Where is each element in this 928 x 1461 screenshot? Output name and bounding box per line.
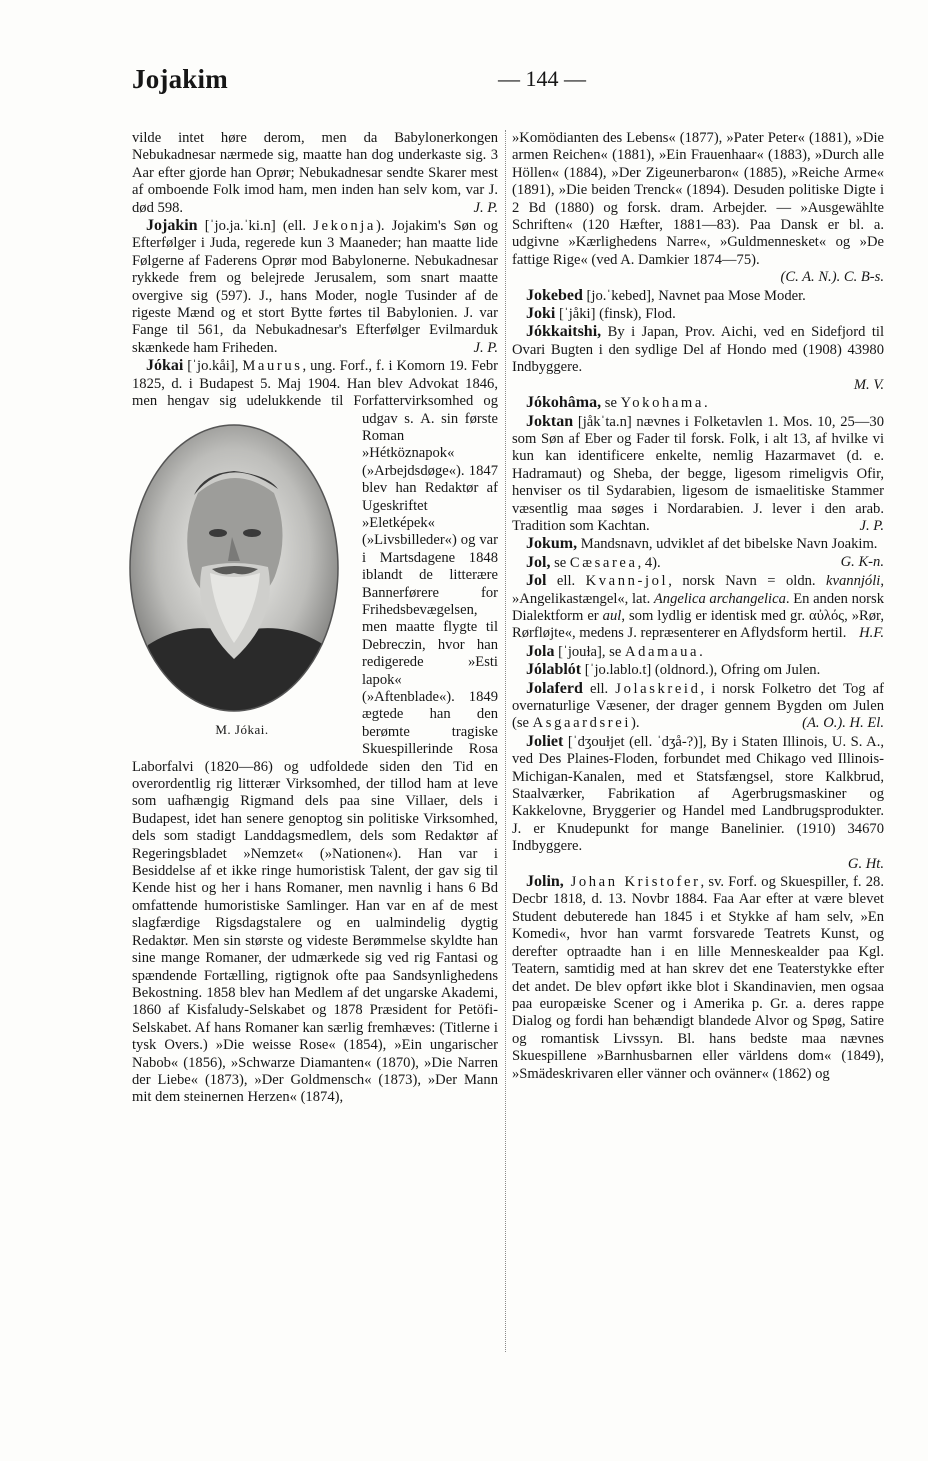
- entry-jola: Jola [ˈjouɫa], se Adamaua.: [526, 642, 703, 660]
- entry-jolin: Jolin, Johan Kristofer, sv. Forf. og Skuespiller, f. 28. Decbr 1818, d. 13. Novbr 1884. Faa Aar efter at være blevet Student debuterede han 1845 i et Stykke af ham selv, »En Komedi«, hvor han varmt forsvarede Teatrets Kunst, og derefter optraadte han i en lille Menneskealder paa Kgl. Teatern, samtidig med at han skrev det ene Teaterstykke efter det andet. De blev opført ikke blot i Skandinavien, men ogsaa paa europæiske Scener og i Amerika p. Gr. a. deres rappe Dialog og fordi han behændigt blandede Alvor og Spøg, Satire og romantisk Livssyn. Bl. hans bedste maa nævnes Skuespillene »Barnhusbarnen eller världens dom« (1849), »Smädeskrivaren eller vänner och ovänner« (1862) og: [512, 873, 884, 1082]
- entry-jojakin: Jojakin [ˈjo.ja.ˈki.n] (ell. Jekonja). Jojakim's Søn og Efterfølger i Juda, regerede kun 3 Maaneder; han maatte lide Følgerne af Faderens Oprør mod Babylonerne. Nebukadnesar rykkede frem og belejrede Jerusalem, som snart maatte overgive sig (597). J., hans Moder, nogle Tusinder af de rigeste Mænd og et stort Bytte førtes til Babylonien. J. var Fange til 561, da Nebukadnesar's Efterfølger Evilmarduk skænkede ham Friheden. J. P.: [132, 217, 498, 356]
- headword: Jolin,: [526, 873, 564, 891]
- page-number: — 144 —: [498, 66, 586, 91]
- entry-jol-2: Jol ell. Kvann-jol, norsk Navn = oldn. kvannjóli, »Angelikastængel«, lat. Angelica archangelica. En anden norsk Dialektform er aul, som lydlig er identisk med gr. αὐλός, »Rør, Rørfløjte«, medens J. repræsenterer en Aflydsform hertil. H.F.: [512, 572, 884, 642]
- headword: Jojakin: [146, 217, 198, 235]
- page-header: [132, 64, 884, 104]
- entry-jolablot: Jólablót [ˈjo.lablo.t] (oldnord.), Ofring om Julen.: [526, 661, 821, 679]
- signature: (A. O.). H. El.: [802, 715, 884, 732]
- entry-jokebed: Jokebed [jo.ˈkebed], Navnet paa Mose Moder.: [526, 286, 806, 304]
- signature: G. K-n.: [840, 553, 884, 570]
- signature: (C. A. N.). C. B-s.: [780, 269, 884, 286]
- signature: M. V.: [853, 376, 884, 393]
- signature: G. Ht.: [847, 855, 884, 872]
- signature: J. P.: [473, 339, 498, 356]
- entry-joktan: Joktan [jåkˈta.n] nævnes i Folketavlen 1. Mos. 10, 25—30 som Søn af Eber og Fader til forsk. Folk, i alt 13, af hvilke vi kun kan identificere enkelte, nemlig Hazarmavet (d. e. Hadramaut) og Sheba, der begge, ligesom rimeligvis Ofir, henviser os til Sydarabien, ligesom de ismaelitiske Stammer væsentlig maa søges i Nordarabien. J. lever i den arab. Tradition som Kachtan. J. P.: [512, 412, 884, 534]
- headword: Jólablót: [526, 661, 582, 679]
- headword: Jókai: [146, 357, 184, 375]
- signature: J. P.: [473, 199, 498, 216]
- headword: Jókohâma,: [526, 394, 602, 412]
- entry-jokum: Jokum, Mandsnavn, udviklet af det bibelske Navn Joakim. G. K-n.: [526, 535, 884, 570]
- headword: Joki: [526, 305, 556, 323]
- headword: Jol,: [526, 553, 551, 571]
- portrait-engraving-icon: [128, 423, 340, 713]
- entry-joliet: Joliet [ˈdʒouɫjet (ell. ˈdʒå-?)], By i Staten Illinois, U. S. A., ved Des Plaines-Floden, forbundet med Chikago ved Illinois-Michigan-Kanalen, med et Statsfængsel, store Kalkbrud, Staalværker, Fabrikation af Agerbrugsmaskiner og Kakkelovne, Bryggerier og Handel med Landbrugsprodukter. J. er Knudepunkt for mange Banelinier. (1910) 34670 Indbyggere. G. Ht.: [512, 732, 884, 872]
- entry-jokai-continuation: »Komödianten des Lebens« (1877), »Pater Peter« (1881), »Die armen Reichen« (1881), »Ein Frauenhaar« (1883), »Durch alle Höllen« (1884), »Der Zigeunerbaron« (1885), »Reiche Arme« (1891), »Die beiden Trenck« (1894). Desuden politiske Digte i 2 Bd (1880) og forsk. dram. Arbejder. — »Ausgewählte Schriften« (120 Hæfter, 1881—83). Paa Dansk er bl. a. udgivne »Kærlighedens Narre«, »Guldmennesket« og »De fattige Rige« (ved A. Damkier 1874—75). (C. A. N.). C. B-s.: [512, 130, 884, 286]
- headword: Jol: [526, 572, 547, 590]
- entry-jojakim-continuation: vilde intet høre derom, men da Babylonerkongen Nebukadnesar nærmede sig, maatte han dog underkaste sig. 3 Aar efter gjorde han Oprør; Nebukadnesar sendte Skarer mest af omboende Folk imod ham, men inden han selv kom, var J. død 598. J. P.: [132, 130, 498, 216]
- headword: Joktan: [526, 412, 574, 430]
- entry-jolaferd: Jolaferd ell. Jolaskreid, i norsk Folketro det Tog af overnaturlige Væsener, der drager gennem Bygden om Julen (se Asgaardsrei). (A. O.). H. El.: [512, 679, 884, 732]
- headword: Joliet: [526, 732, 564, 750]
- headword: Jolaferd: [526, 679, 583, 697]
- signature: H.F.: [859, 625, 884, 642]
- entry-jol-1: Jol, se Cæsarea, 4).: [526, 553, 661, 571]
- entry-joki: Joki [ˈjåki] (finsk), Flod.: [526, 305, 676, 323]
- column-divider: [505, 130, 507, 1352]
- portrait-caption: M. Jókai.: [215, 721, 269, 737]
- entry-jokohama: Jókohâma, se Yokohama.: [526, 394, 708, 412]
- left-column: [132, 130, 498, 1107]
- entry-jokkaitshi: Jókkaitshi, By i Japan, Prov. Aichi, ved en Sidefjord til Ovari Bugten i den sydlige Del af Hondo med (1908) 43980 Indbyggere. M. V.: [512, 323, 884, 393]
- signature: J. P.: [859, 517, 884, 534]
- headword: Jokum,: [526, 535, 578, 553]
- headword: Jokebed: [526, 286, 583, 304]
- entry-jokai: Jókai [ˈjo.kåi], Maurus, ung. Forf., f. i Komorn 19. Febr 1825, d. i Budapest 5. Maj 1904. Han blev Advokat 1846, men hengav sig udelukkende til Forfattervirksomhed og udgav s. M. Jókai. A. sin første Roman »Hétköznapok« (»Arbejdsdøge«). 1847 blev han Redaktør af Ugeskriftet »Eletképek« (»Livsbilleder«) og var i Martsdagene 1848 iblandt de litterære Bannerførere for Frihedsbevægelsen, men maatte flygte til Debreczin, hvor han redigerede »Esti lapok« (»Aftenblade«). 1849 ægtede han den berømte tragiske Skuespillerinde Rosa Laborfalvi (1820—86) og udfoldede siden den Tid en overordentlig rig litterær Virksomhed, der tillod ham at leve som uafhængig Rigmand dels paa sine Villaer, dels i Budapest, idet han senere genoptog sin politiske Virksomhed, dels som stadigt Landdagsmedlem, dels som Redaktør af Regeringsbladet »Nemzet« (»Nationen«). Han var i Besiddelse af et ikke ringe humoristisk Talent, der gav sig til Kende hist og her i hans Romaner, men navnlig i hans 6 Bd omfattende humoristiske Samlinger. Han var en af de mest slagfærdige Rigsdagstalere og en ualmindelig dygtig Redaktør. Men sin største og videste Berømmelse skyldte han sine mange Romaner, der udmærkede sig ved rig Fantasi og spændende Fortælling, rigtignok ofte paa Sandsynlighedens Bekostning. 1858 blev han Medlem af det ungarske Akademi, 1860 af Kisfaludy-Selskabet og 1878 Præsident for Petöfi-Selskabet. Af hans Romaner kan særlig fremhæves: (Titlerne i tysk Overs.) »Die weisse Rose« (1854), »Ein ungarischer Nabob« (1856), »Schwarze Diamanten« (1870), »Die Narren der Liebe« (1873), »Der Goldmensch« (1873), »Der Mann mit dem steinernen Herzen« (1874),: [132, 357, 498, 1106]
- running-headword: Jojakim: [132, 64, 228, 94]
- right-column: [512, 130, 884, 1083]
- portrait-figure: [118, 415, 352, 745]
- headword: Jókkaitshi,: [526, 323, 602, 341]
- headword: Jola: [526, 642, 555, 660]
